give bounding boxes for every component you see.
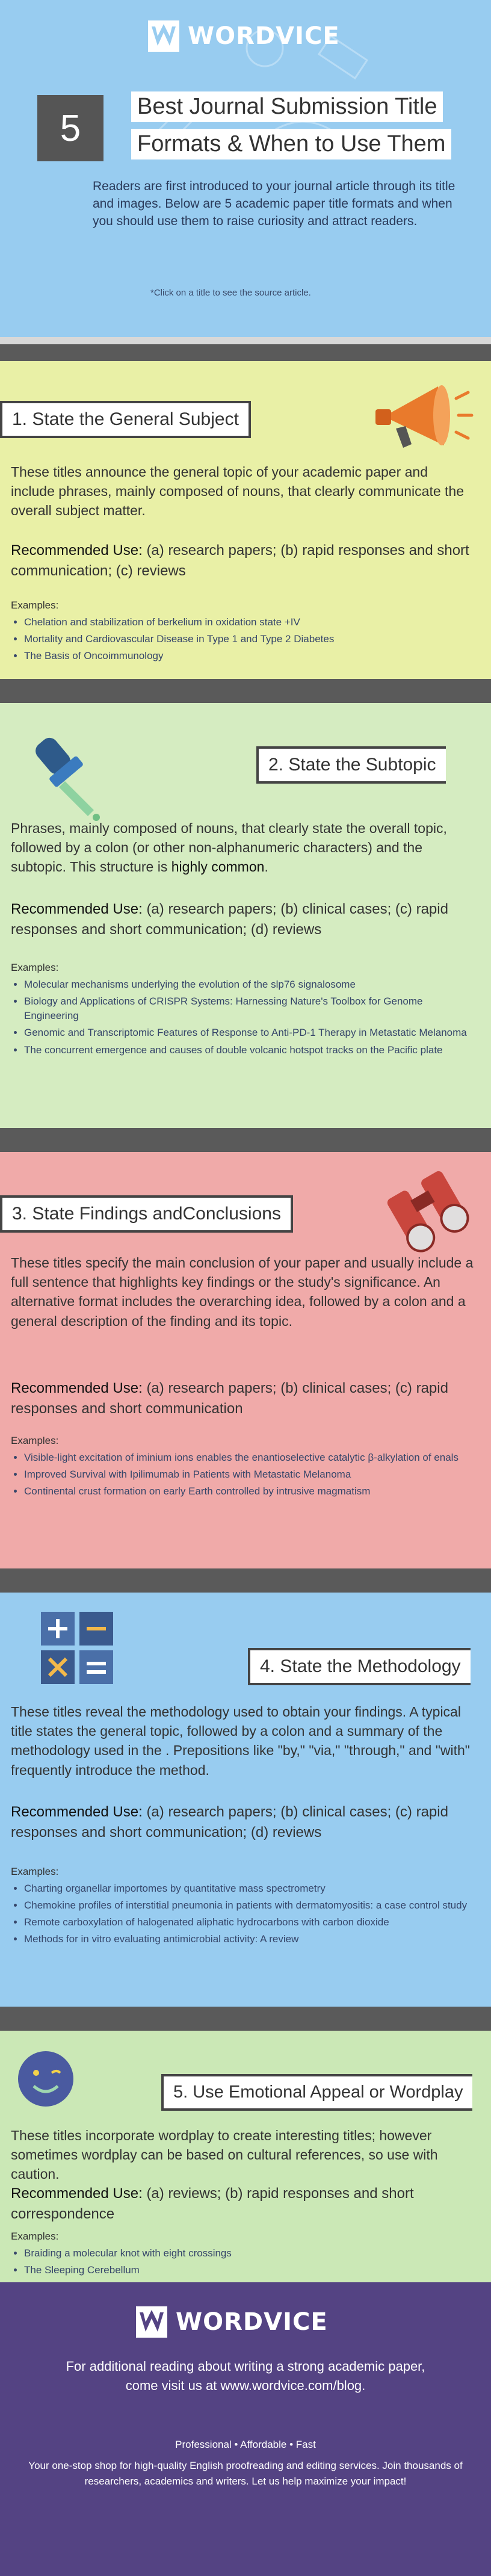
section-wordplay	[0, 2031, 491, 2282]
recommended-use-label: Recommended Use:	[11, 901, 143, 917]
click-note: *Click on a title to see the source article.	[150, 288, 311, 298]
examples-list	[11, 977, 469, 1060]
megaphone-icon	[372, 374, 474, 459]
wordvice-logo-icon	[148, 20, 179, 52]
recommended-use-text: (a) reviews; (b) rapid responses and short correspondence	[11, 2185, 414, 2222]
section-4-description: These titles reveal the methodology used to obtain your findings. A typical title states the general topic, followed by a colon and a summary of the methodology used in the . Prepositions like "by," "via," "through," and "with" frequently introduce the method.	[11, 1704, 470, 1778]
examples-label: Examples:	[11, 599, 59, 611]
list-item[interactable]: • Remote carboxylation of halogenated aliphatic hydrocarbons with carbon dioxide	[24, 1915, 469, 1930]
section-findings-conclusions	[0, 1152, 491, 1568]
header-logo[interactable]	[148, 20, 340, 52]
divider	[0, 679, 491, 703]
divider	[0, 2007, 491, 2031]
list-item[interactable]: • Chelation and stabilization of berkelium in oxidation state +IV	[24, 615, 481, 630]
list-item[interactable]: • The concurrent emergence and causes of double volcanic hotspot tracks on the Pacific plate	[24, 1043, 469, 1057]
list-item[interactable]: • Braiding a molecular knot with eight crossings	[24, 2246, 469, 2261]
section-2-description-emphasis: highly common	[171, 859, 265, 875]
eyedropper-icon	[11, 732, 107, 822]
header-section	[0, 0, 491, 337]
list-item[interactable]: • Methods for in vitro evaluating antimicrobial activity: A review	[24, 1932, 469, 1946]
section-4-recommended-use	[11, 1802, 474, 1842]
section-2-description: Phrases, mainly composed of nouns, that clearly state the overall topic, followed by a colon (or other non-alphanumeric characters) and the subtopic. This structure is highly common.	[11, 820, 447, 875]
section-2-title[interactable]: 2. State the Subtopic	[256, 746, 446, 784]
footer-logo[interactable]	[136, 2306, 328, 2338]
brand-name: WORDVICE	[176, 2308, 328, 2336]
examples-label: Examples:	[11, 962, 59, 973]
examples-label: Examples:	[11, 2231, 59, 2242]
section-general-subject	[0, 361, 491, 679]
footer-tagline: Professional • Affordable • Fast	[175, 2439, 316, 2450]
footer-section	[0, 2282, 491, 2576]
examples-list	[11, 615, 481, 666]
recommended-use-text: (a) research papers; (b) clinical cases; (c) rapid responses and short communication; (d) reviews	[11, 1804, 448, 1841]
divider	[0, 344, 491, 361]
section-5-title[interactable]: 5. Use Emotional Appeal or Wordplay	[161, 2074, 472, 2111]
section-3-recommended-use	[11, 1378, 474, 1419]
intro-text: Readers are first introduced to your journal article through its title and images. Below are 5 academic paper title formats and when you should use them to raise curiosity and attract readers.	[93, 179, 455, 228]
section-5-recommended-use	[11, 2184, 474, 2224]
section-3-title[interactable]: 3. State Findings andConclusions	[0, 1195, 293, 1233]
list-item[interactable]: • The Sleeping Cerebellum	[24, 2263, 469, 2277]
recommended-use-label: Recommended Use:	[11, 1804, 143, 1820]
recommended-use-text: (a) research papers; (b) clinical cases; (c) rapid responses and short communication; (d) reviews	[11, 901, 448, 938]
smiley-icon	[16, 2049, 76, 2109]
brand-name: WORDVICE	[188, 22, 340, 50]
section-1-description: These titles announce the general topic of your academic paper and include phrases, mainly composed of nouns, that clearly communicate the overall subject matter.	[11, 464, 465, 519]
footer-reading-text[interactable]: For additional reading about writing a strong academic paper, come visit us at www.wordvice.com/blog.	[66, 2359, 425, 2393]
examples-list	[11, 1881, 469, 1949]
count-badge: 5	[37, 95, 103, 161]
divider	[0, 1128, 491, 1152]
divider	[0, 1568, 491, 1593]
list-item[interactable]: • Visible-light excitation of iminium ions enables the enantioselective catalytic β-alkylation of enals	[24, 1451, 487, 1465]
list-item[interactable]: • Genomic and Transcriptomic Features of Response to Anti-PD-1 Therapy in Metastatic Melanoma	[24, 1026, 469, 1040]
recommended-use-text: (a) research papers; (b) clinical cases; (c) rapid responses and short communication	[11, 1380, 448, 1417]
section-3-description: These titles specify the main conclusion of your paper and usually include a full sentence that highlights key findings or the study's significance. An alternative format includes the overarching idea, followed by a colon and a general description of the finding and its topic.	[11, 1255, 474, 1329]
calculator-icon	[36, 1607, 120, 1691]
list-item[interactable]: • Biology and Applications of CRISPR Systems: Harnessing Nature's Toolbox for Genome Engineering	[24, 994, 469, 1023]
list-item[interactable]: • Molecular mechanisms underlying the evolution of the slp76 signalosome	[24, 977, 469, 992]
examples-list	[11, 1451, 487, 1501]
recommended-use-label: Recommended Use:	[11, 542, 143, 559]
recommended-use-text: (a) research papers; (b) rapid responses and short communication; (c) reviews	[11, 542, 469, 579]
wordvice-logo-icon	[136, 2306, 167, 2338]
section-1-title[interactable]: 1. State the General Subject	[0, 401, 251, 438]
list-item[interactable]: • Chemokine profiles of interstitial pneumonia in patients with dermatomyositis: a case control study	[24, 1898, 469, 1913]
examples-label: Examples:	[11, 1866, 59, 1877]
section-2-recommended-use	[11, 899, 474, 940]
binoculars-icon	[377, 1163, 479, 1253]
section-2-description-text: Phrases, mainly composed of nouns, that clearly state the overall topic, followed by a colon (or other non-alphanumeric characters) and the subtopic. This structure is	[11, 820, 447, 875]
examples-label: Examples:	[11, 1435, 59, 1446]
page-title-line-1: Best Journal Submission Title	[131, 91, 443, 122]
examples-list	[11, 2246, 469, 2280]
section-5-description: These titles incorporate wordplay to create interesting titles; however sometimes wordplay can be based on cultural references, so use with caution.	[11, 2128, 438, 2182]
list-item[interactable]: • Mortality and Cardiovascular Disease in Type 1 and Type 2 Diabetes	[24, 632, 481, 646]
page-title-line-2: Formats & When to Use Them	[131, 129, 451, 159]
list-item[interactable]: • Improved Survival with Ipilimumab in Patients with Metastatic Melanoma	[24, 1467, 487, 1482]
list-item[interactable]: • Charting organellar importomes by quantitative mass spectrometry	[24, 1881, 469, 1896]
recommended-use-label: Recommended Use:	[11, 2185, 143, 2202]
section-4-title[interactable]: 4. State the Methodology	[248, 1648, 471, 1685]
section-1-recommended-use	[11, 540, 474, 581]
footer-description: Your one-stop shop for high-quality English proofreading and editing services. Join thousands of researchers, academics and writers. Let us help maximize your impact!	[28, 2460, 463, 2487]
recommended-use-label: Recommended Use:	[11, 1380, 143, 1396]
section-methodology	[0, 1593, 491, 2007]
list-item[interactable]: • The Basis of Oncoimmunology	[24, 649, 481, 663]
list-item[interactable]: • Continental crust formation on early Earth controlled by intrusive magmatism	[24, 1484, 487, 1499]
section-subtopic	[0, 703, 491, 1128]
